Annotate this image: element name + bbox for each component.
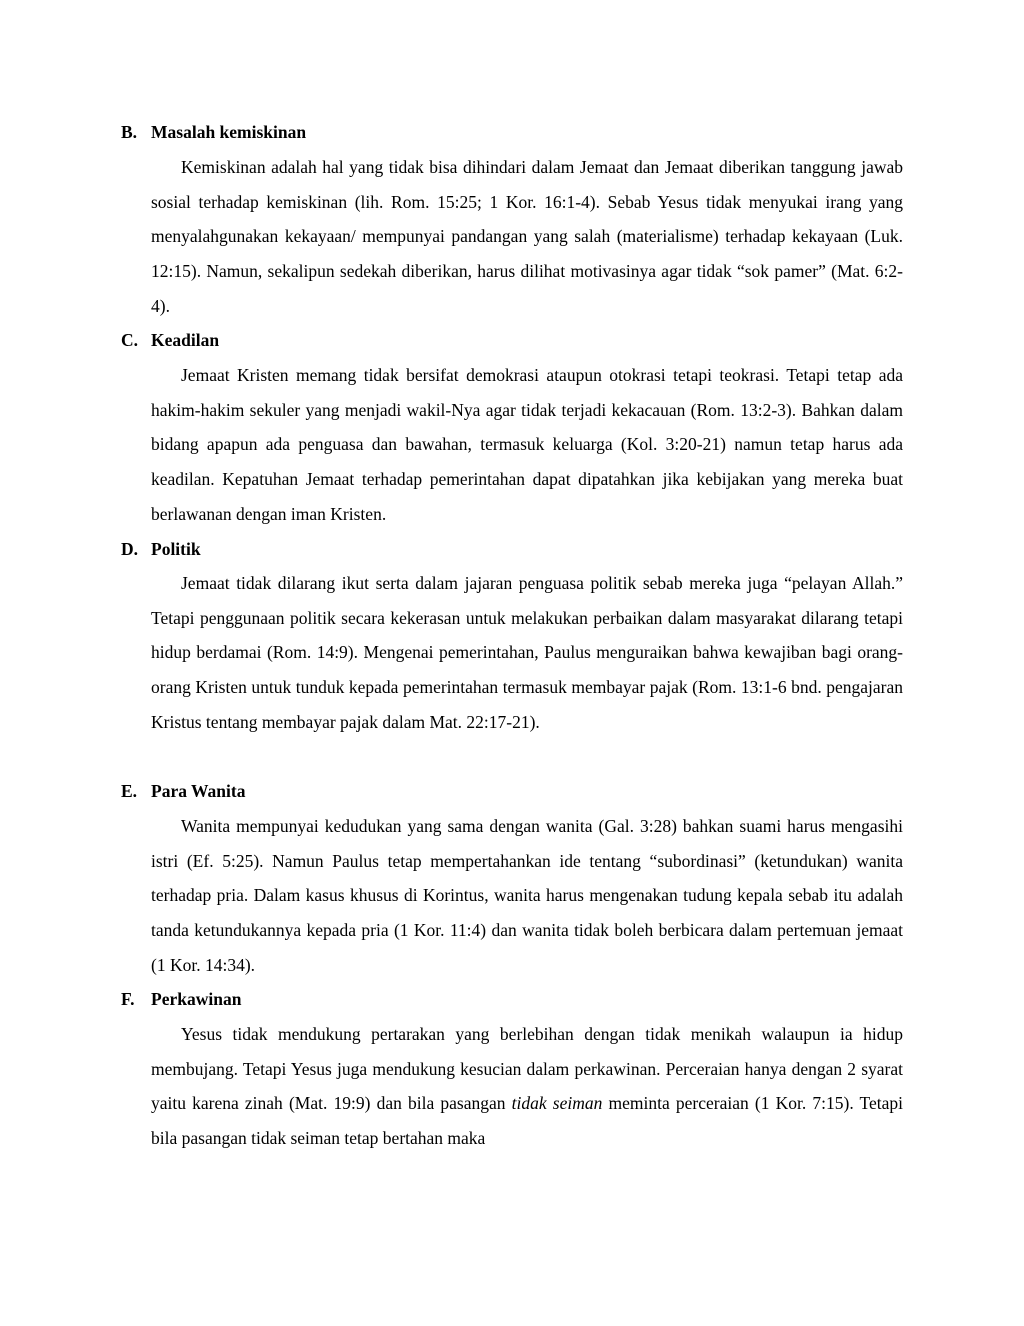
section-d-heading <box>121 537 201 561</box>
section-b-title: Masalah kemiskinan <box>151 122 307 142</box>
section-b-heading <box>121 120 306 144</box>
section-f-body-part1: Yesus tidak mendukung pertarakan yang berlebihan dengan tidak menikah walaupun ia hidup membujang. Tetapi Yesus juga mendukung kesucian dalam perkawinan. Perceraian hanya dengan 2 syarat yaitu karena zinah (Mat. 19:9) dan bila pasangan <box>151 1024 903 1114</box>
section-e-heading <box>121 779 245 803</box>
section-e-body: Wanita mempunyai kedudukan yang sama dengan wanita (Gal. 3:28) bahkan suami harus mengasihi istri (Ef. 5:25). Namun Paulus tetap mempertahankan ide tentang “subordinasi” (ketundukan) wanita terhadap pria. Dalam kasus khusus di Korintus, wanita harus mengenakan tudung kepala sebab itu adalah tanda ketundukannya kepada pria (1 Kor. 11:4) dan wanita tidak boleh berbicara dalam pertemuan jemaat (1 Kor. 14:34). <box>151 816 903 975</box>
section-d-letter: D. <box>121 539 139 559</box>
section-e-letter: E. <box>121 781 138 801</box>
section-f-letter: F. <box>121 989 135 1009</box>
section-f-title: Perkawinan <box>151 989 242 1009</box>
section-d-body: Jemaat tidak dilarang ikut serta dalam jajaran penguasa politik sebab mereka juga “pelayan Allah.” Tetapi penggunaan politik secara kekerasan untuk melakukan perbaikan dalam masyarakat dilarang tetapi hidup berdamai (Rom. 14:9). Mengenai pemerintahan, Paulus menguraikan bahwa kewajiban bagi orang-orang Kristen untuk tunduk kepada pemerintahan termasuk membayar pajak (Rom. 13:1-6 bnd. pengajaran Kristus tentang membayar pajak dalam Mat. 22:17-21). <box>151 573 903 732</box>
section-f-heading <box>121 987 241 1011</box>
section-f-body-part2: meminta perceraian (1 Kor. 7:15). Tetapi bila pasangan tidak seiman tetap bertahan maka <box>151 1093 903 1149</box>
section-b-letter: B. <box>121 122 138 142</box>
section-d-title: Politik <box>151 539 201 559</box>
section-c-body: Jemaat Kristen memang tidak bersifat demokrasi ataupun otokrasi tetapi teokrasi. Tetapi tetap ada hakim-hakim sekuler yang menjadi wakil-Nya agar tidak terjadi kekacauan (Rom. 13:2-3). Bahkan dalam bidang apapun ada penguasa dan bawahan, termasuk keluarga (Kol. 3:20-21) namun tetap harus ada keadilan. Kepatuhan Jemaat terhadap pemerintahan dapat dipatahkan jika kebijakan yang mereka buat berlawanan dengan iman Kristen. <box>151 365 903 524</box>
section-f-body <box>151 1017 903 1156</box>
section-b-body: Kemiskinan adalah hal yang tidak bisa dihindari dalam Jemaat dan Jemaat diberikan tanggung jawab sosial terhadap kemiskinan (lih. Rom. 15:25; 1 Kor. 16:1-4). Sebab Yesus tidak menyukai irang yang menyalahgunakan kekayaan/ mempunyai pandangan yang salah (materialisme) terhadap kekayaan (Luk. 12:15). Namun, sekalipun sedekah diberikan, harus dilihat motivasinya agar tidak “sok pamer” (Mat. 6:2-4). <box>151 157 903 316</box>
section-f-body-italic: tidak seiman <box>511 1093 603 1114</box>
section-c-letter: C. <box>121 330 139 350</box>
section-e-title: Para Wanita <box>151 781 246 801</box>
section-c-heading <box>121 328 219 352</box>
section-c-title: Keadilan <box>151 330 220 350</box>
